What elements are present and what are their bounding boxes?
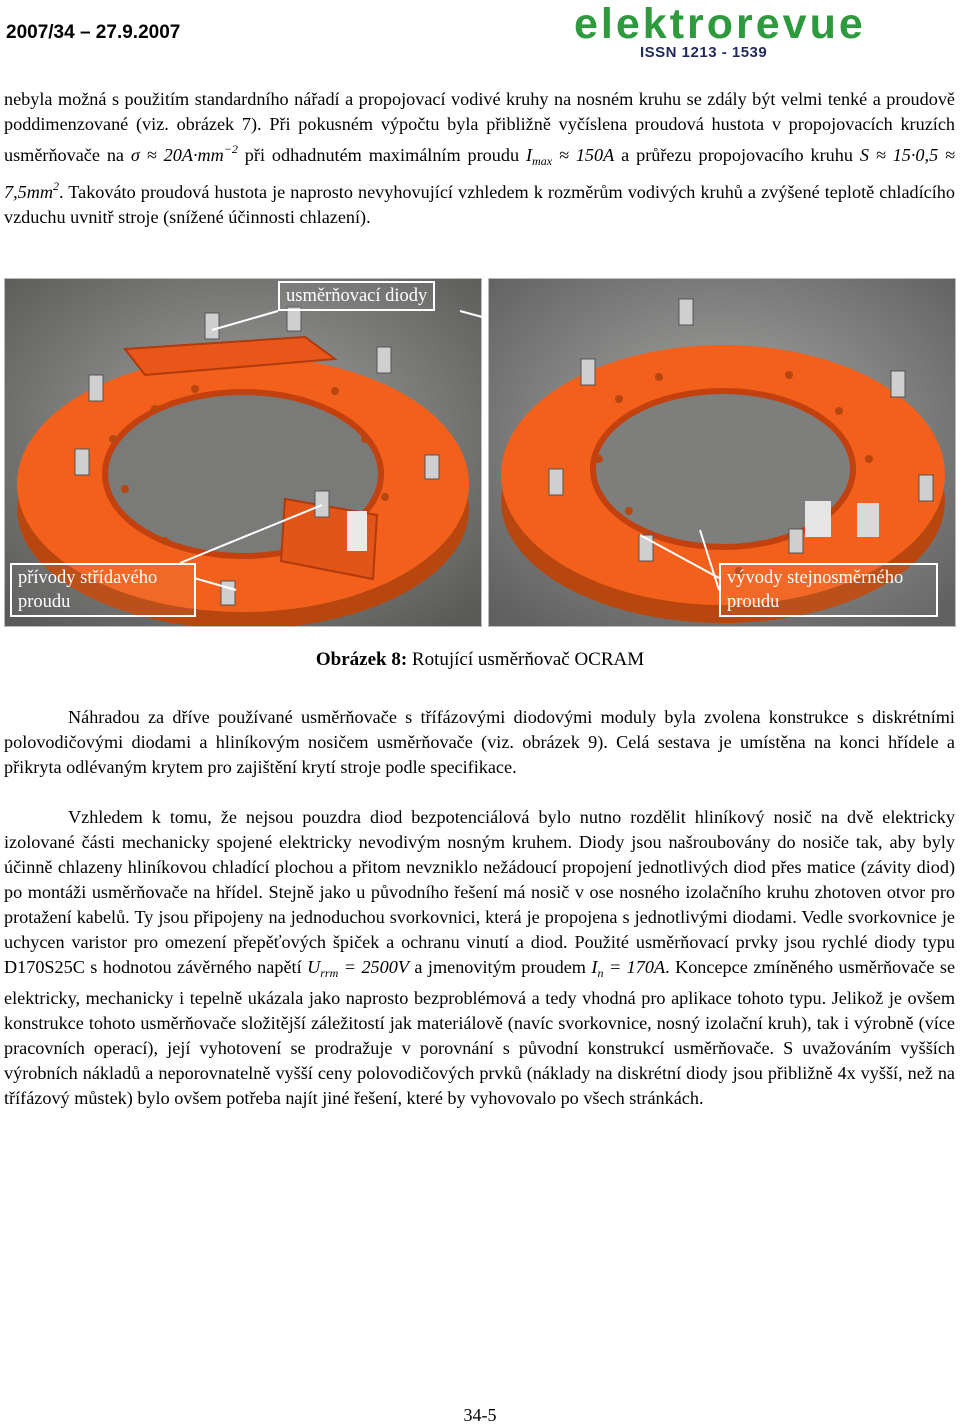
page-header xyxy=(0,0,960,62)
formula-current-density: $\sigma \approx 20A\cdot mm^{-2}$ xyxy=(130,142,238,165)
page-number: 34-5 xyxy=(463,1405,497,1425)
paragraph-3-text-c: . Koncepce zmíněného usměrňovače se elektricky, mechanicky i tepelně ukázala jako naprosto bezproblémová a tedy vhodná pro aplikace tohoto typu. Jelikož je ovšem konstrukce tohoto usměrňovače složitější záležitostí jak materiálově (navíc svorkovnice, nosný izolační kruh), tak i výrobně (více pracovních operací), její vyhotovení se prodražuje v porovnání s původní konstrukcí usměrňovače. S uvažováním vyšších výrobních nákladů a neporovnatelně vyšší ceny polovodičových prvků (náklady na diskrétní diody jsou přibližně 4x vyšší, než na třífázový můstek) bylo ovšem potřeba najít jiné řešení, které by vyhovovalo po všech stránkách. xyxy=(4,957,956,1108)
issue-date: 2007/34 – 27.9.2007 xyxy=(6,22,181,43)
formula-nominal-current: $I_n = 170A$ xyxy=(591,957,666,980)
paragraph-1-text-b: při odhadnutém maximálním proudu xyxy=(244,145,520,165)
paragraph-3-text-a: Vzhledem k tomu, že nejsou pouzdra diod bezpotenciálová bylo nutno rozdělit hliníkový nosič na dvě elektricky izolované části mechanicky spojené elektricky nevodivým nosným kruhem. Diody jsou našroubovány do nosiče tak, aby byly účinně chlazeny hliníkovou chladící plochou a přitom nevzniklo nežádoucí propojení jednotlivých diod přes matice (závity diod) po montáži usměrňovače na hřídel. Stejně jako u původního řešení má nosič v ose nosného izolačního kruhu zhotoven otvor pro protažení kabelů. Ty jsou připojeny na jednoduchou svorkovnici, která je propojena s jednotlivými diodami. Vedle svorkovnice je uchycen varistor pro omezení přepěťových špiček a ochranu vinutí a diod. Použité usměrňovací prvky jsou rychlé diody typu D170S25C s hodnotou závěrného napětí xyxy=(4,807,955,977)
journal-logo xyxy=(574,2,894,62)
paragraph-1-text-a: nebyla možná s použitím standardního nářadí a propojovací vodivé kruhy na nosném kruhu se zdály být velmi tenké a proudově poddimenzované (viz. obrázek 7). Při pokusném výpočtu byla přibližně vyčíslena proudová hustota v propojovacích kruzích usměrňovače na xyxy=(4,89,955,165)
callout-ac-inputs: přívody střídavého proudu xyxy=(10,563,196,617)
figure-caption-label: Obrázek 8: xyxy=(315,649,408,670)
callout-rectifier-diodes: usměrňovací diody xyxy=(278,281,435,311)
paragraph-2: Náhradou za dříve používané usměrňovače s třífázovými diodovými moduly byla zvolena konstrukce s diskrétními polovodičovými diodami a hliníkovým nosičem usměrňovače (viz. obrázek 9). Celá sestava je umístěna na konci hřídele a přikryta odlévaným krytem pro zajištění krytí stroje podle specifikace. xyxy=(4,707,955,777)
issn-number: ISSN 1213 - 1539 xyxy=(640,44,768,61)
logo-wordmark: elektrorevue xyxy=(574,0,866,48)
paragraph-1 xyxy=(4,87,955,230)
figure-caption xyxy=(0,649,960,671)
paragraph-1-text-c: a průřezu propojovacího kruhu xyxy=(621,145,853,165)
formula-reverse-voltage: $U_{rrm} = 2500V$ xyxy=(307,957,409,980)
formula-max-current: $I_{max} \approx 150A$ xyxy=(525,145,615,168)
paragraph-1-text-d: . Takováto proudová hustota je naprosto nevyhovující vzhledem k rozměrům vodivých kruhů a zvýšené teplotě chladícího vzduchu uvnitř stroje (snížené účinnosti chlazení). xyxy=(4,182,955,227)
paragraph-3-text-b: a jmenovitým proudem xyxy=(414,957,586,977)
callout-dc-outputs: vývody stejnosměrného proudu xyxy=(719,563,938,617)
paragraph-3 xyxy=(4,805,955,1111)
figure-caption-text: Rotující usměrňovač OCRAM xyxy=(411,649,645,670)
formula-cross-section: $S \approx 15\cdot 0,5 \approx 7,5mm^2$ xyxy=(4,145,956,202)
